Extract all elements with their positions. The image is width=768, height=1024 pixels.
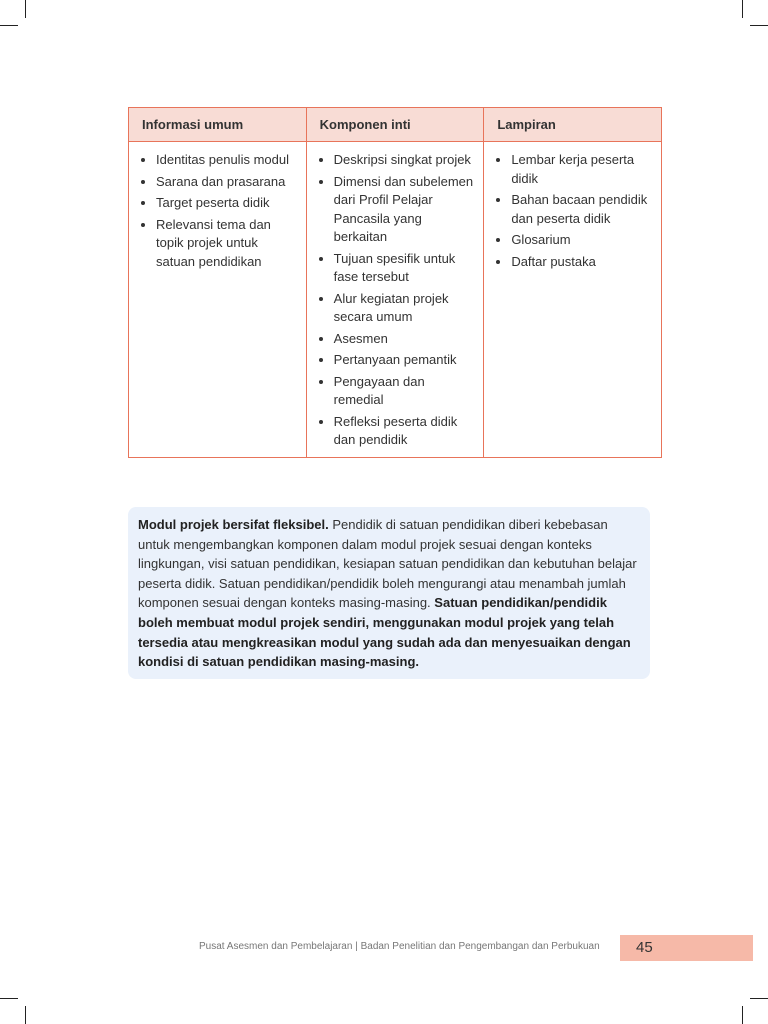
crop-mark bbox=[25, 0, 26, 18]
page-number-box bbox=[620, 935, 753, 961]
module-components-table bbox=[128, 107, 662, 458]
note-closing-bold: Satuan pendidikan/pendidik boleh membuat modul projek sendiri, menggunakan modul projek yang telah tersedia atau mengkreasikan modul yang sudah ada dan menyesuaikan dengan kondisi di satuan pendidikan masing-masing. bbox=[138, 595, 631, 670]
crop-mark bbox=[742, 1006, 743, 1024]
crop-mark bbox=[25, 1006, 26, 1024]
note-lead-bold: Modul projek bersifat fleksibel. bbox=[138, 517, 329, 532]
list-item: • Relevansi tema dan topik projek untuk satuan pendidikan bbox=[156, 216, 298, 272]
list-item: • Bahan bacaan pendidik dan peserta didik bbox=[511, 191, 653, 228]
list-item: • Refleksi peserta didik dan pendidik bbox=[334, 413, 476, 450]
list-item: • Daftar pustaka bbox=[511, 253, 653, 272]
flexibility-note-box bbox=[128, 507, 650, 679]
bullet-list bbox=[497, 151, 653, 271]
table-header-row bbox=[129, 108, 662, 142]
list-item: • Pertanyaan pemantik bbox=[334, 351, 476, 370]
note-body: Pendidik di satuan pendidikan diberi kebebasan untuk mengembangkan komponen dalam modul projek sesuai dengan konteks lingkungan, visi satuan pendidikan, kesiapan satuan pendidikan dan kebutuhan belajar peserta didik. Satuan pendidikan/pendidik boleh mengurangi atau menambah jumlah komponen sesuai dengan konteks masing-masing. bbox=[138, 517, 637, 611]
list-item: • Tujuan spesifik untuk fase tersebut bbox=[334, 250, 476, 287]
crop-mark bbox=[742, 0, 743, 18]
crop-mark bbox=[750, 998, 768, 999]
crop-mark bbox=[0, 25, 18, 26]
page-number: 45 bbox=[636, 939, 653, 956]
bullet-list bbox=[142, 151, 298, 271]
header-lampiran: Lampiran bbox=[484, 108, 662, 142]
list-item: • Deskripsi singkat projek bbox=[334, 151, 476, 170]
column-lampiran bbox=[484, 142, 662, 458]
list-item: • Identitas penulis modul bbox=[156, 151, 298, 170]
list-item: • Lembar kerja peserta didik bbox=[511, 151, 653, 188]
header-informasi-umum: Informasi umum bbox=[129, 108, 307, 142]
crop-mark bbox=[750, 25, 768, 26]
crop-mark bbox=[0, 998, 18, 999]
bullet-list bbox=[320, 151, 476, 450]
footer-publisher-text: Pusat Asesmen dan Pembelajaran | Badan Penelitian dan Pengembangan dan Perbukuan bbox=[199, 941, 600, 952]
list-item: • Glosarium bbox=[511, 231, 653, 250]
list-item: • Target peserta didik bbox=[156, 194, 298, 213]
column-informasi-umum bbox=[129, 142, 307, 458]
header-komponen-inti: Komponen inti bbox=[306, 108, 484, 142]
list-item: • Pengayaan dan remedial bbox=[334, 373, 476, 410]
list-item: • Dimensi dan subelemen dari Profil Pelajar Pancasila yang berkaitan bbox=[334, 173, 476, 247]
list-item: • Sarana dan prasarana bbox=[156, 173, 298, 192]
table-row bbox=[129, 142, 662, 458]
list-item: • Alur kegiatan projek secara umum bbox=[334, 290, 476, 327]
list-item: • Asesmen bbox=[334, 330, 476, 349]
column-komponen-inti bbox=[306, 142, 484, 458]
